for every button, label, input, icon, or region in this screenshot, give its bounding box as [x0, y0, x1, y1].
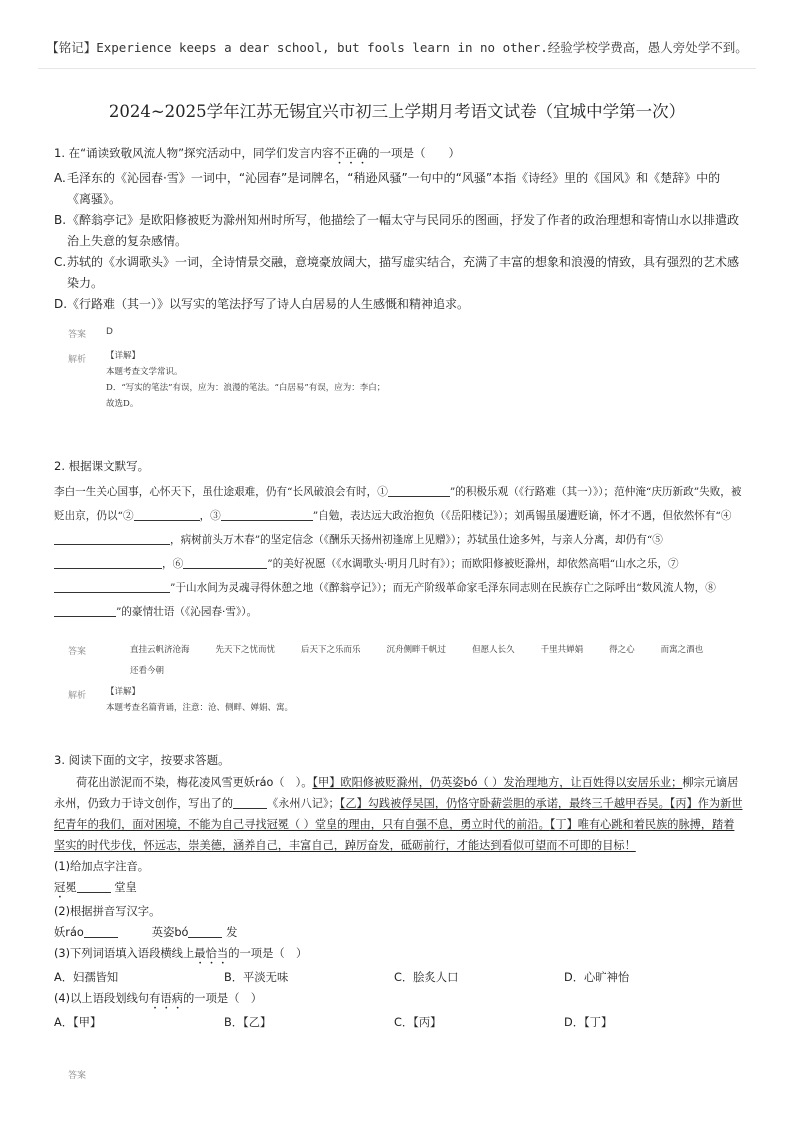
- blank-6[interactable]: [183, 555, 267, 569]
- analysis-detail: 【详解】 本题考查名篇背诵，注意：沧、侧畔、婵娟、寓。: [106, 687, 294, 713]
- sub-question-3: (3)下列词语填入语段横线上最恰当的一项是（ ）: [54, 947, 308, 960]
- option-d[interactable]: D. 《行路难（其一）》以写实的笔法抒写了诗人白居易的人生感慨和精神追求。: [54, 297, 470, 311]
- blank-7[interactable]: [54, 579, 170, 593]
- answer-label: 答案: [68, 647, 87, 657]
- option-b[interactable]: B．平淡无味: [224, 971, 289, 984]
- sub-question-1-item: 冠冕 堂皇: [54, 881, 137, 894]
- answer-value: D: [106, 327, 113, 337]
- question-1: [54, 143, 744, 315]
- option-a[interactable]: A. 毛泽东的《沁园春·雪》一词中，“沁园春”是词牌名，“稍逊风骚”一句中的“风骚”本指《诗经》里的《国风》和《楚辞》中的《离骚》。: [54, 171, 721, 206]
- sub-question-4: (4)以上语段划线句有语病的一项是（ ）: [54, 992, 263, 1005]
- question-3-stem: 3. 阅读下面的文字，按要求答题。: [54, 753, 230, 767]
- option-a[interactable]: A．妇孺皆知: [54, 971, 119, 984]
- blank-hanzi-2[interactable]: [188, 926, 222, 938]
- question-2: [54, 458, 744, 624]
- option-c[interactable]: C. 苏轼的《水调歌头》一词，全诗情景交融，意境豪放阔大，描写虚实结合，充满了丰富的想象和浪漫的情致，具有强烈的艺术感染力。: [54, 255, 740, 290]
- option-d[interactable]: D．【丁】: [564, 1016, 613, 1029]
- question-3-passage: 荷花出淤泥而不染，梅花凌风雪更妖ráo（ ）。【甲】欧阳修被贬滁州，仍英姿bó（ ）发治理地方，让百姓得以安居乐业；柳宗元谪居永州，仍致力于诗文创作，写出了的 《永州八记》；【乙】勾践被俘吴国，仍恪守卧薪尝胆的承诺，最终三千越甲吞吴。【丙】作为新世纪青年的我们，面对困境，不能为自己寻找冠冕（ ）堂皇的理由，只有自强不息，勇立时代的前沿。【丁】唯有心跳和着民族的脉搏，踏着坚实的时代步伐，怀远志，崇美德，涵养自己，丰富自己，踔厉奋发，砥砺前行，才能达到看似可望而不可即的目标！: [54, 776, 743, 852]
- analysis-label: 解析: [68, 691, 87, 701]
- question-2-body: 李白一生关心国事，心怀天下，虽仕途艰难，仍有“长风破浪会有时，① ”的积极乐观（《行路难（其一）》）；范仲淹“庆历新政”失败，被贬出京，仍以“② ，③ ”自勉，表达远大政治抱负（《岳阳楼记》）；刘禹锡虽屡遭贬谪，怀才不遇，但依然怀有“④，病树前头万木春”的坚定信念（《酬乐天扬州初逢席上见赠》）；苏轼虽仕途多舛，与亲人分离，却仍有“⑤，⑥ ”的美好祝愿（《水调歌头·明月几时有》）；而欧阳修被贬滁州，却依然高唱“山水之乐，⑦”于山水间为灵魂寻得休憩之地（《醉翁亭记》）；而无产阶级革命家毛泽东同志则在民族存亡之际呼出“数风流人物，⑧”的豪情壮语（《沁园春·雪》）。: [54, 480, 744, 624]
- answer-label: 答案: [68, 1071, 87, 1081]
- option-a[interactable]: A．【甲】: [54, 1016, 102, 1029]
- sub-question-3-options: [54, 967, 744, 988]
- option-b[interactable]: B．【乙】: [224, 1016, 272, 1029]
- blank-4[interactable]: [54, 531, 170, 545]
- option-c[interactable]: C．脍炙人口: [394, 971, 459, 984]
- analysis-label: 解析: [68, 355, 87, 365]
- blank-pinyin[interactable]: [77, 881, 111, 893]
- blank-5[interactable]: [54, 555, 162, 569]
- blank-passage[interactable]: [233, 797, 267, 809]
- answer-label: 答案: [68, 330, 87, 340]
- blank-1[interactable]: [388, 483, 450, 497]
- sub-question-4-options: [54, 1012, 744, 1033]
- option-d[interactable]: D．心旷神怡: [564, 971, 630, 984]
- blank-8[interactable]: [54, 603, 116, 617]
- sub-question-2: (2)根据拼音写汉字。: [54, 905, 161, 918]
- sub-question-2-item: 妖ráo 英姿bó 发: [54, 926, 238, 939]
- motto-banner: 【铭记】Experience keeps a dear school, but fools learn in no other.经验学校学费高，愚人旁处学不到。: [46, 40, 748, 55]
- blank-3[interactable]: [221, 507, 313, 521]
- answer-list: 直挂云帆济沧海 先天下之忧而忧 后天下之乐而乐 沉舟侧畔千帆过 但愿人长久 千里共婵娟 得之心 而寓之酒也还看今朝: [130, 645, 704, 676]
- blank-hanzi-1[interactable]: [84, 926, 118, 938]
- option-c[interactable]: C．【丙】: [394, 1016, 442, 1029]
- analysis-detail: 【详解】 本题考查文学常识。 D．“写实的笔法”有误，应为：浪漫的笔法。“白居易”有误，应为：李白； 故选D。: [106, 351, 386, 409]
- emphasis-dot-text: 不正确: [333, 146, 369, 160]
- question-3: [54, 752, 744, 1033]
- page-title: 2024~2025学年江苏无锡宜兴市初三上学期月考语文试卷（宜城中学第一次）: [108, 102, 686, 121]
- question-2-stem: 2. 根据课文默写。: [54, 459, 150, 473]
- header-divider: [38, 68, 756, 69]
- blank-2[interactable]: [134, 507, 200, 521]
- sub-question-1: (1)给加点字注音。: [54, 860, 150, 873]
- question-1-stem: 1. 在“诵读致敬风流人物”探究活动中，同学们发言内容不正确的一项是（ ）: [54, 146, 461, 160]
- option-b[interactable]: B. 《醉翁亭记》是欧阳修被贬为滁州知州时所写，他描绘了一幅太守与民同乐的图画，抒发了作者的政治理想和寄情山水以排遣政治上失意的复杂感情。: [54, 213, 740, 248]
